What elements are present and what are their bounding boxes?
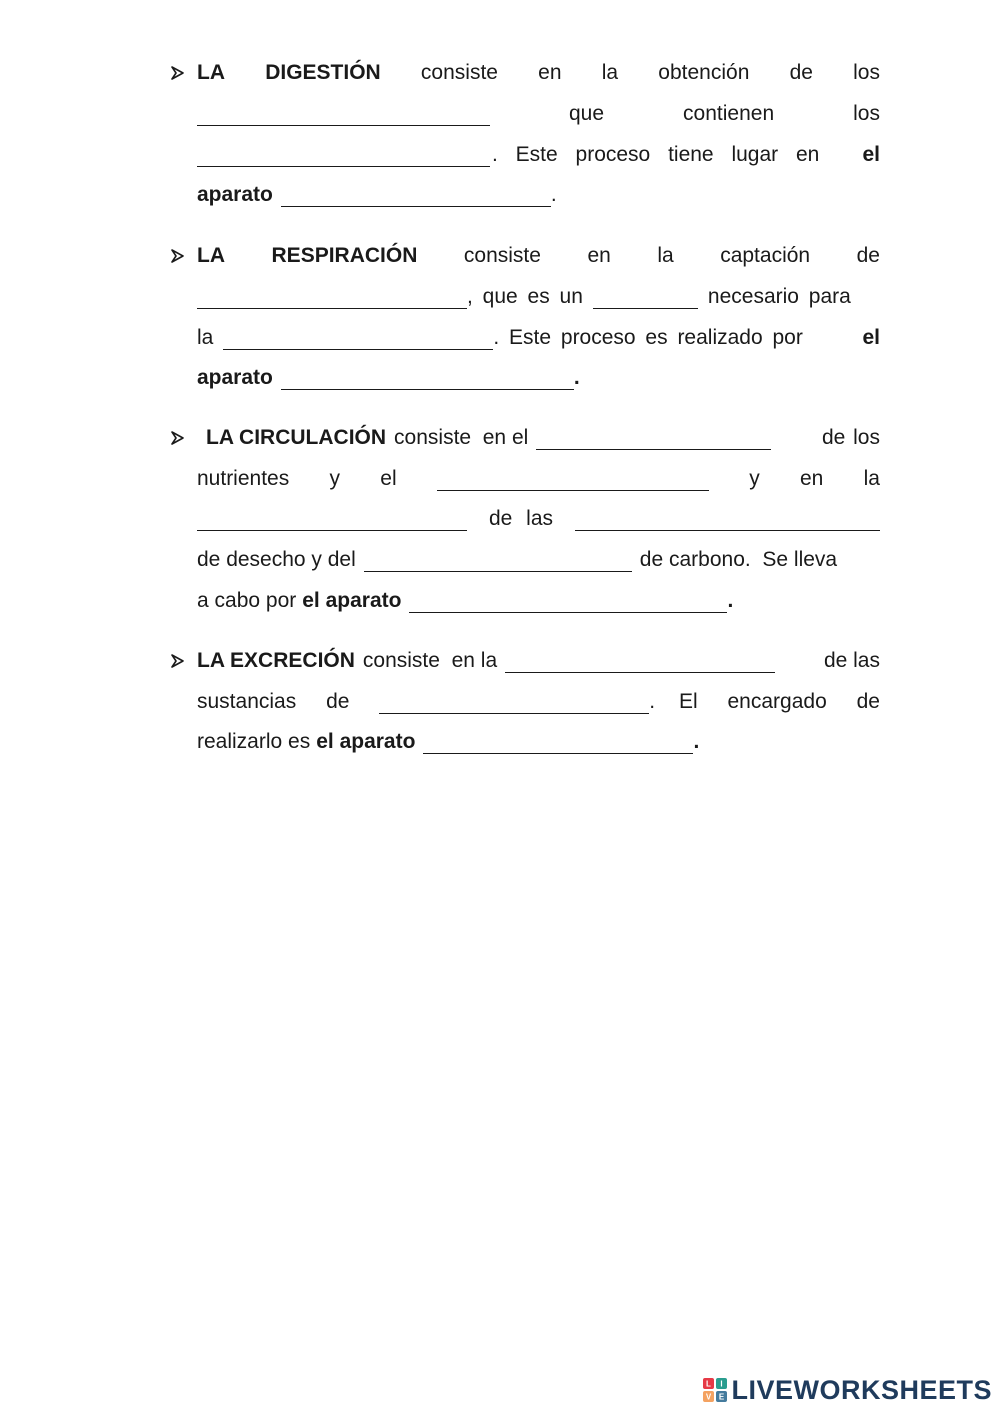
liveworksheets-logo-text: LIVEWORKSHEETS xyxy=(731,1374,992,1405)
respiracion-line-2 xyxy=(197,282,880,312)
respiracion-aparato: aparato xyxy=(197,366,273,389)
word: y xyxy=(329,467,341,490)
respiracion-blank-4[interactable] xyxy=(281,367,574,390)
word: los xyxy=(853,61,880,84)
respiracion-line-3 xyxy=(197,323,880,353)
excrecion-line-3 xyxy=(197,727,880,757)
circulacion-line-4-text-a: de desecho y del xyxy=(197,548,356,571)
digestion-aparato: aparato xyxy=(197,183,273,206)
arrow-bullet-icon xyxy=(167,53,187,93)
circulacion-line-4-text-b: de carbono. Se lleva xyxy=(639,548,838,571)
circulacion-el-aparato: el aparato xyxy=(302,589,402,612)
respiracion-line-2-text-a: , que es un xyxy=(467,285,583,308)
digestion-heading-word: DIGESTIÓN xyxy=(265,61,381,84)
arrow-bullet-icon xyxy=(167,236,187,276)
digestion-heading-la: LA xyxy=(197,61,225,84)
word: obtención xyxy=(658,61,750,84)
digestion-line-3 xyxy=(197,140,880,170)
respiracion-line-4 xyxy=(197,363,880,393)
circulacion-line-5-text: a cabo por xyxy=(197,589,297,612)
word: y xyxy=(749,467,760,490)
liveworksheets-mark-icon xyxy=(703,1378,727,1402)
circulacion-line-3-text: de las xyxy=(488,507,554,530)
svg-text:V: V xyxy=(706,1392,712,1402)
period: . xyxy=(727,589,734,612)
word: la xyxy=(657,244,674,267)
digestion-blank-2[interactable] xyxy=(197,144,490,167)
respiracion-line-1 xyxy=(197,241,880,271)
word: de xyxy=(856,690,880,713)
svg-text:I: I xyxy=(720,1379,724,1389)
period: . xyxy=(573,366,580,389)
word: nutrientes xyxy=(197,467,290,490)
word: la xyxy=(197,326,214,349)
respiracion-blank-1[interactable] xyxy=(197,286,467,309)
word: de xyxy=(789,61,813,84)
excrecion-line-1-text-a: consiste en la xyxy=(362,649,498,672)
respiracion-heading-la: LA xyxy=(197,244,225,267)
respiracion-blank-2[interactable] xyxy=(593,286,698,309)
excrecion-blank-1[interactable] xyxy=(505,650,775,673)
circulacion-blank-6[interactable] xyxy=(409,590,727,613)
word: que xyxy=(569,102,605,125)
word: de xyxy=(856,244,880,267)
excrecion-line-2 xyxy=(197,687,880,717)
circulacion-line-4 xyxy=(197,545,880,575)
excrecion-heading: LA EXCRECIÓN xyxy=(197,649,355,672)
word: la xyxy=(863,467,880,490)
circulacion-heading: LA CIRCULACIÓN xyxy=(206,426,387,449)
svg-text:L: L xyxy=(706,1379,712,1389)
circulacion-line-3 xyxy=(197,504,880,534)
arrow-bullet-icon xyxy=(167,641,187,681)
excrecion-line-3-text: realizarlo es xyxy=(197,730,311,753)
word: encargado xyxy=(727,690,827,713)
word: en xyxy=(800,467,824,490)
word: sustancias xyxy=(197,690,297,713)
word: de xyxy=(326,690,350,713)
word: consiste xyxy=(463,244,541,267)
circulacion-blank-3[interactable] xyxy=(197,508,467,531)
circulacion-line-1-text-b: de los xyxy=(821,426,880,449)
respiracion-line-3-text: . Este proceso es realizado por xyxy=(493,326,803,349)
circulacion-blank-5[interactable] xyxy=(364,549,632,572)
circulacion-line-1-text-a: consiste en el xyxy=(394,426,529,449)
respiracion-el: el xyxy=(862,326,880,349)
respiracion-heading-word: RESPIRACIÓN xyxy=(271,244,418,267)
svg-text:E: E xyxy=(719,1392,725,1402)
word: consiste xyxy=(420,61,498,84)
liveworksheets-logo xyxy=(703,1375,992,1405)
word: . El xyxy=(649,690,698,713)
digestion-line-4 xyxy=(197,180,880,210)
circulacion-line-5 xyxy=(197,586,880,616)
word: el xyxy=(380,467,397,490)
digestion-blank-3[interactable] xyxy=(281,184,551,207)
circulacion-line-1 xyxy=(197,423,880,453)
excrecion-blank-3[interactable] xyxy=(423,731,693,754)
circulacion-blank-2[interactable] xyxy=(437,468,709,491)
digestion-el: el xyxy=(862,143,880,166)
period: . xyxy=(550,183,557,206)
respiracion-line-2-text-b: necesario para xyxy=(707,285,851,308)
circulacion-line-2 xyxy=(197,464,880,494)
excrecion-line-1 xyxy=(197,646,880,676)
word: contienen xyxy=(683,102,775,125)
word: en xyxy=(587,244,611,267)
respiracion-blank-3[interactable] xyxy=(223,327,493,350)
circulacion-blank-4[interactable] xyxy=(575,508,880,531)
digestion-line-3-text: . Este proceso tiene lugar en xyxy=(492,143,820,166)
circulacion-blank-1[interactable] xyxy=(536,427,771,450)
excrecion-line-1-text-b: de las xyxy=(823,649,880,672)
word: en xyxy=(538,61,562,84)
excrecion-el-aparato: el aparato xyxy=(316,730,416,753)
digestion-blank-1[interactable] xyxy=(197,103,490,126)
digestion-line-1 xyxy=(197,58,880,88)
excrecion-blank-2[interactable] xyxy=(379,691,649,714)
period: . xyxy=(693,730,700,753)
digestion-line-2 xyxy=(197,99,880,129)
word: captación xyxy=(720,244,811,267)
word: los xyxy=(853,102,880,125)
arrow-bullet-icon xyxy=(167,418,187,458)
word: la xyxy=(601,61,619,84)
